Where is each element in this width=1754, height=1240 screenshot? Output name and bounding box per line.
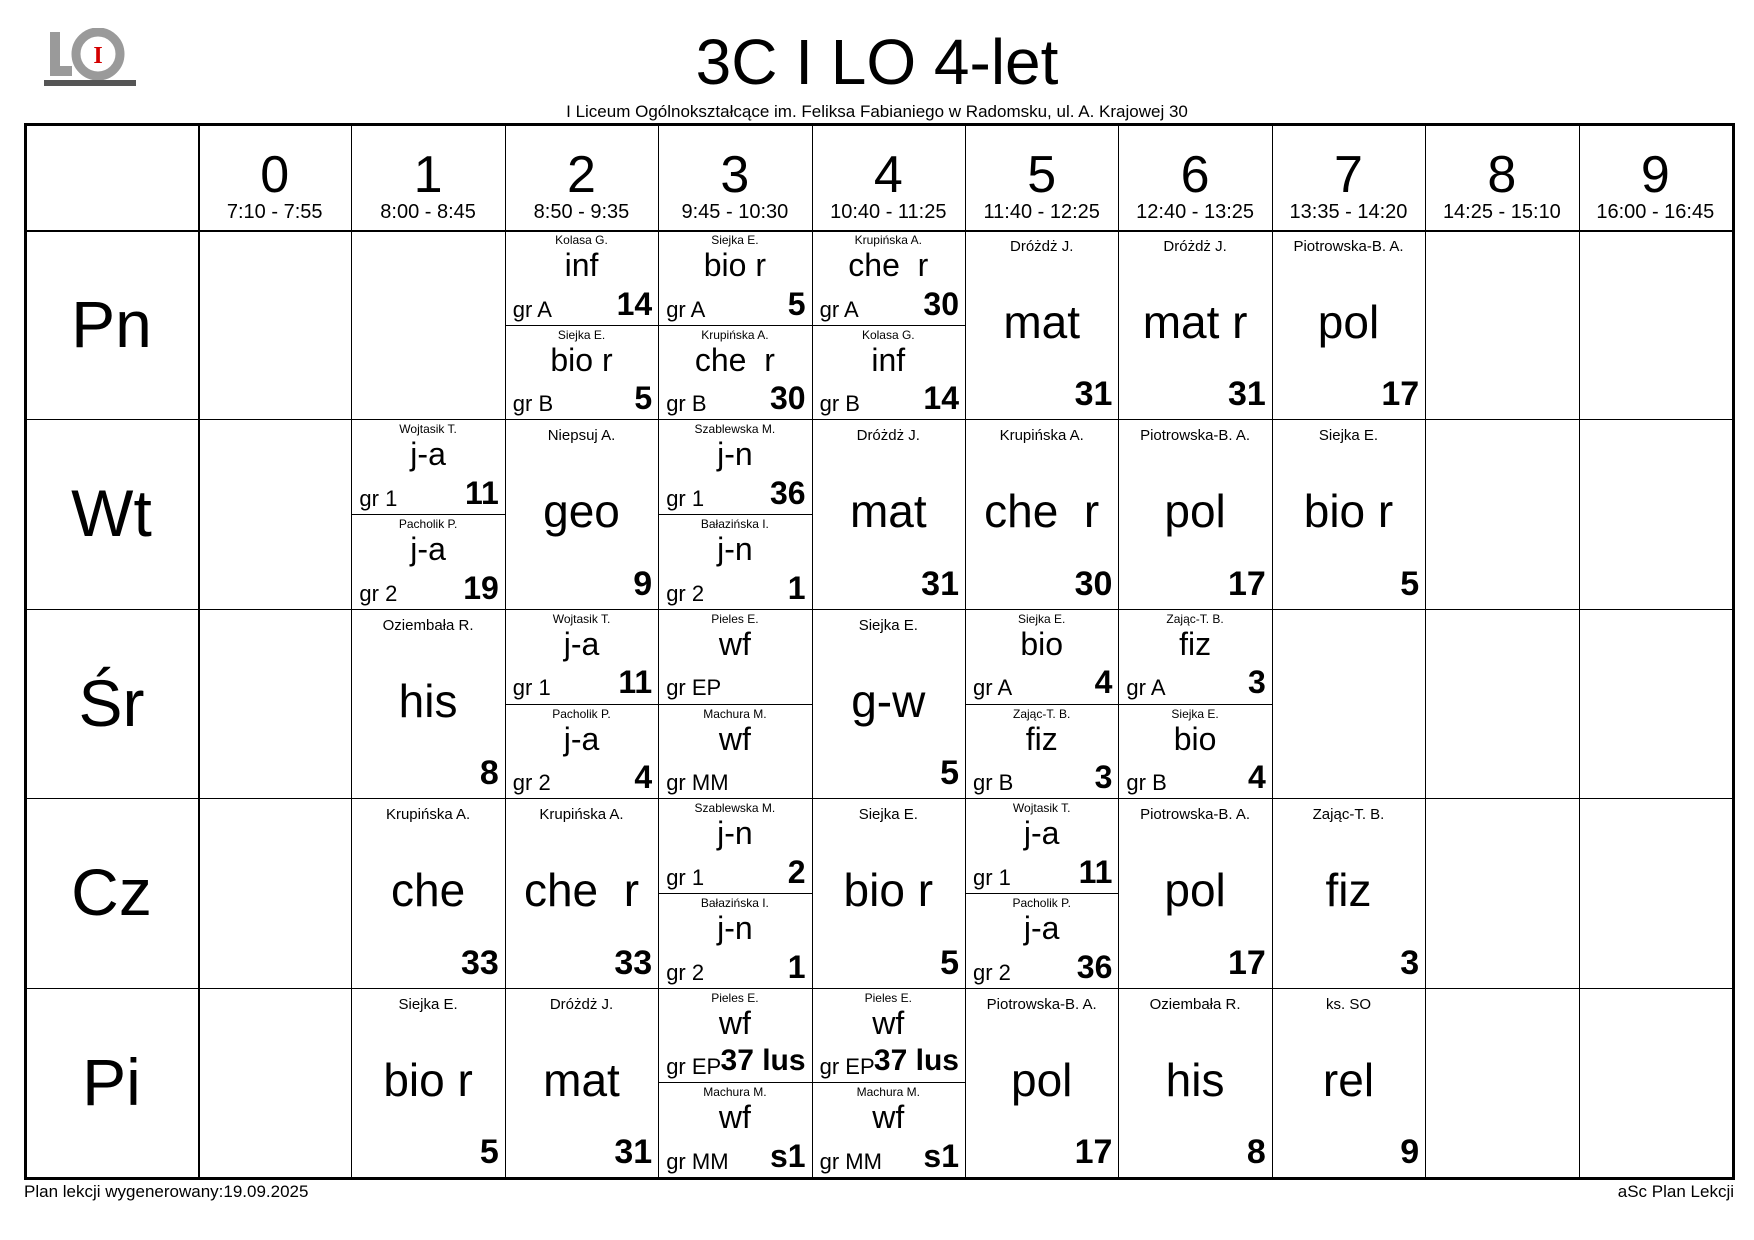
room-number: 17 <box>1074 1132 1113 1171</box>
teacher-name: Zając-T. B. <box>1013 706 1071 721</box>
subject-name: his <box>398 674 458 727</box>
subject-name: geo <box>543 485 620 538</box>
subject-name: bio <box>1020 625 1064 662</box>
subject-name: fiz <box>1325 864 1372 917</box>
room-number: 37 lus <box>873 1044 959 1078</box>
lesson-cell[interactable] <box>351 609 504 798</box>
period-header <box>812 126 965 230</box>
lesson-cell[interactable] <box>1118 419 1271 608</box>
subject-name: mat <box>1003 296 1081 348</box>
teacher-name: Zając-T. B. <box>1166 611 1224 626</box>
period-header <box>965 126 1118 230</box>
room-number: 31 <box>1074 375 1113 414</box>
room-number: 9 <box>633 564 653 603</box>
teacher-name: Kolasa G. <box>555 233 608 247</box>
lesson-cell[interactable] <box>812 798 965 987</box>
lesson-cell-half[interactable] <box>658 1082 811 1177</box>
subject-name: fiz <box>1025 720 1058 757</box>
period-time: 12:40 - 13:25 <box>1136 201 1255 223</box>
lesson-cell[interactable] <box>1272 988 1425 1177</box>
subject-name: wf <box>872 1004 905 1041</box>
subject-name: bio r <box>1303 485 1394 538</box>
period-header <box>1579 126 1732 230</box>
room-number: 8 <box>1246 1132 1266 1171</box>
group-label: gr 2 <box>512 770 551 796</box>
subject-name: j-a <box>410 436 446 473</box>
lesson-cell-half[interactable] <box>658 514 811 609</box>
subject-name: che <box>391 864 466 917</box>
group-label: gr EP <box>666 1054 722 1080</box>
lesson-cell-half[interactable] <box>505 230 658 325</box>
teacher-name: Szablewska M. <box>694 801 776 816</box>
teacher-name: Dróżdż J. <box>856 427 920 445</box>
lesson-cell[interactable] <box>965 419 1118 608</box>
lesson-cell[interactable] <box>1118 988 1271 1177</box>
period-time: 11:40 - 12:25 <box>983 201 1100 223</box>
period-time: 16:00 - 16:45 <box>1596 201 1715 223</box>
room-number: 5 <box>634 380 653 417</box>
group-label: gr 1 <box>666 486 705 512</box>
teacher-name: Piotrowska-B. A. <box>986 995 1097 1013</box>
teacher-name: Krupińska A. <box>539 806 624 824</box>
period-number: 9 <box>1640 146 1670 204</box>
room-number: 4 <box>634 759 653 796</box>
room-number: 1 <box>787 569 806 606</box>
subject-name: j-n <box>717 436 753 473</box>
lesson-cell-half[interactable] <box>812 230 965 325</box>
teacher-name: Siejka E. <box>1318 427 1379 445</box>
room-number: 5 <box>479 1132 499 1171</box>
lesson-cell-half[interactable] <box>505 609 658 704</box>
teacher-name: Zając-T. B. <box>1312 806 1385 824</box>
day-label: Cz <box>71 855 152 930</box>
room-number: 14 <box>923 380 959 417</box>
lesson-cell-half[interactable] <box>658 230 811 325</box>
room-number: 2 <box>787 853 806 890</box>
day-label: Wt <box>71 476 152 551</box>
period-header <box>1118 126 1271 230</box>
teacher-name: Siejka E. <box>858 616 918 634</box>
teacher-name: Pacholik P. <box>398 517 458 532</box>
period-header <box>1425 126 1578 230</box>
subject-name: che r <box>848 247 929 283</box>
room-number: 17 <box>1227 943 1266 982</box>
teacher-name: Dróżdż J. <box>1010 238 1074 255</box>
period-time: 7:10 - 7:55 <box>226 201 323 223</box>
group-label: gr B <box>666 391 707 417</box>
teacher-name: Siejka E. <box>398 995 458 1013</box>
teacher-name: Wojtasik T. <box>552 611 611 626</box>
period-time: 10:40 - 11:25 <box>830 201 947 223</box>
room-number: 5 <box>940 943 959 982</box>
lesson-cell-half[interactable] <box>812 988 965 1083</box>
lesson-cell-half[interactable] <box>965 893 1118 988</box>
room-number: 14 <box>616 285 653 322</box>
page-title: 3C I LO 4-let <box>695 26 1059 98</box>
lesson-cell[interactable] <box>812 609 965 798</box>
period-header <box>505 126 658 230</box>
teacher-name: Machura M. <box>703 706 767 721</box>
subject-name: his <box>1165 1053 1225 1106</box>
lesson-cell[interactable] <box>1272 230 1425 419</box>
lesson-cell[interactable] <box>1118 230 1271 419</box>
subject-name: j-n <box>717 909 753 946</box>
teacher-name: Kolasa G. <box>861 327 915 342</box>
period-number: 3 <box>720 146 750 204</box>
lesson-cell-half[interactable] <box>658 893 811 988</box>
period-number: 0 <box>260 146 290 204</box>
period-header <box>351 126 504 230</box>
period-number: 7 <box>1334 146 1363 204</box>
room-number: 4 <box>1247 759 1266 796</box>
lesson-cell-half[interactable] <box>505 325 658 420</box>
room-number: 33 <box>460 943 499 982</box>
subject-name: wf <box>718 625 751 662</box>
teacher-name: Bałazińska I. <box>700 895 769 910</box>
teacher-name: Bałazińska I. <box>700 517 769 532</box>
lesson-cell[interactable] <box>351 798 504 987</box>
group-label: gr B <box>973 770 1014 796</box>
room-number: 36 <box>769 475 806 512</box>
lesson-cell-half[interactable] <box>1118 609 1271 704</box>
lesson-cell-half[interactable] <box>658 704 811 799</box>
room-number: 31 <box>921 564 959 603</box>
lesson-cell-half[interactable] <box>658 609 811 704</box>
teacher-name: Wojtasik T. <box>1012 801 1071 816</box>
lesson-cell[interactable] <box>505 798 658 987</box>
day-label: Śr <box>78 665 145 740</box>
lesson-cell[interactable] <box>812 419 965 608</box>
subject-name: pol <box>1164 864 1226 917</box>
teacher-name: Szablewska M. <box>694 422 776 437</box>
subject-name: inf <box>871 341 906 378</box>
subject-name: bio r <box>703 247 766 283</box>
day-label: Pi <box>82 1044 141 1119</box>
teacher-name: Pieles E. <box>711 990 759 1005</box>
lesson-cell-half[interactable] <box>812 325 965 420</box>
subject-name: bio r <box>383 1053 473 1106</box>
teacher-name: Wojtasik T. <box>399 422 457 437</box>
group-label: gr 2 <box>973 959 1011 985</box>
period-header <box>198 126 351 230</box>
group-label: gr MM <box>819 1148 882 1174</box>
room-number: 11 <box>464 475 499 512</box>
software-credit: aSc Plan Lekcji <box>1617 1182 1734 1201</box>
teacher-name: Krupińska A. <box>854 233 922 247</box>
room-number: 1 <box>787 948 806 985</box>
room-number: s1 <box>923 1137 959 1174</box>
group-label: gr 1 <box>666 864 705 890</box>
period-number: 4 <box>873 146 903 204</box>
subject-name: rel <box>1322 1053 1375 1106</box>
teacher-name: Pieles E. <box>711 611 759 626</box>
room-number: 3 <box>1247 664 1266 701</box>
subject-name: che r <box>984 485 1100 538</box>
group-label: gr B <box>512 391 554 417</box>
room-number: 5 <box>940 754 959 793</box>
subject-name: wf <box>718 720 751 757</box>
room-number: 11 <box>1078 853 1113 890</box>
room-number: 5 <box>1400 564 1420 603</box>
subject-name: j-a <box>1023 815 1060 852</box>
teacher-name: Siejka E. <box>557 327 606 342</box>
room-number: 17 <box>1381 375 1420 414</box>
room-number: 9 <box>1400 1132 1420 1171</box>
lesson-cell-half[interactable] <box>658 988 811 1083</box>
room-number: s1 <box>769 1137 806 1174</box>
lesson-cell[interactable] <box>1272 798 1425 987</box>
teacher-name: Oziembała R. <box>382 616 474 634</box>
subject-name: pol <box>1164 485 1226 538</box>
subject-name: che r <box>523 864 640 917</box>
subject-name: bio <box>1173 720 1217 757</box>
group-label: gr MM <box>666 1148 729 1174</box>
subject-name: mat <box>543 1053 620 1106</box>
room-number: 30 <box>923 285 959 322</box>
room-number: 11 <box>618 664 653 701</box>
lesson-cell-half[interactable] <box>505 704 658 799</box>
group-label: gr 1 <box>512 675 551 701</box>
subject-name: j-n <box>717 531 753 568</box>
teacher-name: Krupińska A. <box>999 427 1084 445</box>
room-number: 8 <box>479 754 499 793</box>
period-time: 8:50 - 9:35 <box>533 201 630 223</box>
group-label: gr 2 <box>666 959 705 985</box>
group-label: gr 2 <box>359 580 398 606</box>
lesson-cell-half[interactable] <box>1118 704 1271 799</box>
room-number: 37 lus <box>720 1044 806 1078</box>
lesson-cell[interactable] <box>965 230 1118 419</box>
lesson-cell-half[interactable] <box>351 419 504 514</box>
lesson-cell[interactable] <box>1118 798 1271 987</box>
teacher-name: Dróżdż J. <box>1163 238 1227 255</box>
teacher-name: Siejka E. <box>1171 706 1219 721</box>
group-label: gr A <box>973 675 1013 701</box>
room-number: 3 <box>1094 759 1113 796</box>
subject-name: j-a <box>1023 909 1060 946</box>
period-number: 2 <box>567 146 596 204</box>
room-number: 31 <box>1227 375 1266 414</box>
teacher-name: Machura M. <box>856 1085 920 1100</box>
room-number: 31 <box>614 1132 653 1171</box>
period-number: 8 <box>1487 146 1517 204</box>
lesson-cell-half[interactable] <box>351 514 504 609</box>
teacher-name: Piotrowska-B. A. <box>1140 427 1251 445</box>
teacher-name: Krupińska A. <box>701 327 769 342</box>
subject-name: j-a <box>563 625 600 662</box>
day-label: Pn <box>71 287 152 361</box>
subject-name: j-a <box>563 720 600 757</box>
room-number: 3 <box>1400 943 1420 982</box>
period-number: 5 <box>1027 146 1057 204</box>
subject-name: pol <box>1317 296 1380 348</box>
subject-name: wf <box>718 1099 751 1136</box>
lesson-cell[interactable] <box>1272 419 1425 608</box>
lesson-cell[interactable] <box>965 988 1118 1177</box>
subject-name: mat <box>849 485 927 538</box>
subject-name: j-n <box>717 815 753 852</box>
room-number: 4 <box>1094 664 1113 701</box>
lesson-cell-half[interactable] <box>812 1082 965 1177</box>
teacher-name: ks. SO <box>1325 995 1371 1013</box>
subject-name: che r <box>694 341 775 378</box>
subject-name: fiz <box>1179 625 1212 662</box>
group-label: gr 1 <box>973 864 1011 890</box>
subject-name: g-w <box>851 674 926 727</box>
group-label: gr B <box>1126 770 1167 796</box>
teacher-name: Dróżdż J. <box>549 995 614 1013</box>
group-label: gr MM <box>666 770 729 796</box>
teacher-name: Krupińska A. <box>385 806 471 824</box>
group-label: gr A <box>819 296 859 322</box>
subject-name: wf <box>718 1004 751 1041</box>
group-label: gr EP <box>819 1054 875 1080</box>
timetable-grid <box>24 123 1735 1180</box>
room-number: 5 <box>787 285 806 322</box>
group-label: gr EP <box>666 675 722 701</box>
lesson-cell-half[interactable] <box>965 798 1118 893</box>
group-label: gr B <box>819 391 860 417</box>
teacher-name: Piotrowska-B. A. <box>1293 238 1404 255</box>
room-number: 36 <box>1076 948 1113 985</box>
period-time: 13:35 - 14:20 <box>1289 201 1408 223</box>
teacher-name: Niepsuj A. <box>547 427 616 445</box>
subject-name: wf <box>872 1099 905 1136</box>
subject-name: bio r <box>550 341 613 378</box>
group-label: gr A <box>666 296 706 322</box>
teacher-name: Pacholik P. <box>1012 895 1071 910</box>
period-number: 1 <box>413 146 443 204</box>
teacher-name: Siejka E. <box>711 233 759 247</box>
period-header <box>658 126 811 230</box>
lesson-cell-half[interactable] <box>658 798 811 893</box>
group-label: gr 1 <box>359 486 398 512</box>
lesson-cell-half[interactable] <box>965 704 1118 799</box>
period-time: 8:00 - 8:45 <box>380 201 476 223</box>
room-number: 19 <box>463 569 499 606</box>
teacher-name: Pacholik P. <box>552 706 611 721</box>
subject-name: bio r <box>843 864 934 917</box>
period-time: 9:45 - 10:30 <box>681 201 789 223</box>
period-number: 6 <box>1180 146 1210 204</box>
subject-name: inf <box>564 247 599 283</box>
teacher-name: Piotrowska-B. A. <box>1140 806 1251 824</box>
svg-text:I: I <box>93 43 103 69</box>
subject-name: j-a <box>410 531 446 568</box>
room-number: 33 <box>614 943 653 982</box>
lesson-cell[interactable] <box>505 988 658 1177</box>
subject-name: mat r <box>1142 296 1248 348</box>
teacher-name: Siejka E. <box>858 806 918 824</box>
subject-name: pol <box>1011 1053 1073 1106</box>
lesson-cell-half[interactable] <box>658 325 811 420</box>
lesson-cell[interactable] <box>505 419 658 608</box>
room-number: 30 <box>769 380 806 417</box>
grid-divider <box>198 126 200 1177</box>
lesson-cell-half[interactable] <box>658 419 811 514</box>
grid-divider <box>1425 126 1426 1177</box>
teacher-name: Oziembała R. <box>1149 995 1241 1013</box>
lesson-cell-half[interactable] <box>965 609 1118 704</box>
group-label: gr 2 <box>666 580 705 606</box>
group-label: gr A <box>512 296 552 322</box>
teacher-name: Machura M. <box>703 1085 767 1100</box>
grid-divider <box>1579 126 1580 1177</box>
school-address: I Liceum Ogólnokształcące im. Feliksa Fabianiego w Radomsku, ul. A. Krajowej 30 <box>566 102 1188 121</box>
generated-date: Plan lekcji wygenerowany:19.09.2025 <box>24 1182 309 1201</box>
room-number: 17 <box>1227 564 1266 603</box>
lesson-cell[interactable] <box>351 988 504 1177</box>
teacher-name: Siejka E. <box>1018 611 1066 626</box>
period-header <box>1272 126 1425 230</box>
teacher-name: Pieles E. <box>864 990 912 1005</box>
room-number: 30 <box>1074 564 1113 603</box>
period-time: 14:25 - 15:10 <box>1442 201 1561 223</box>
group-label: gr A <box>1126 675 1166 701</box>
